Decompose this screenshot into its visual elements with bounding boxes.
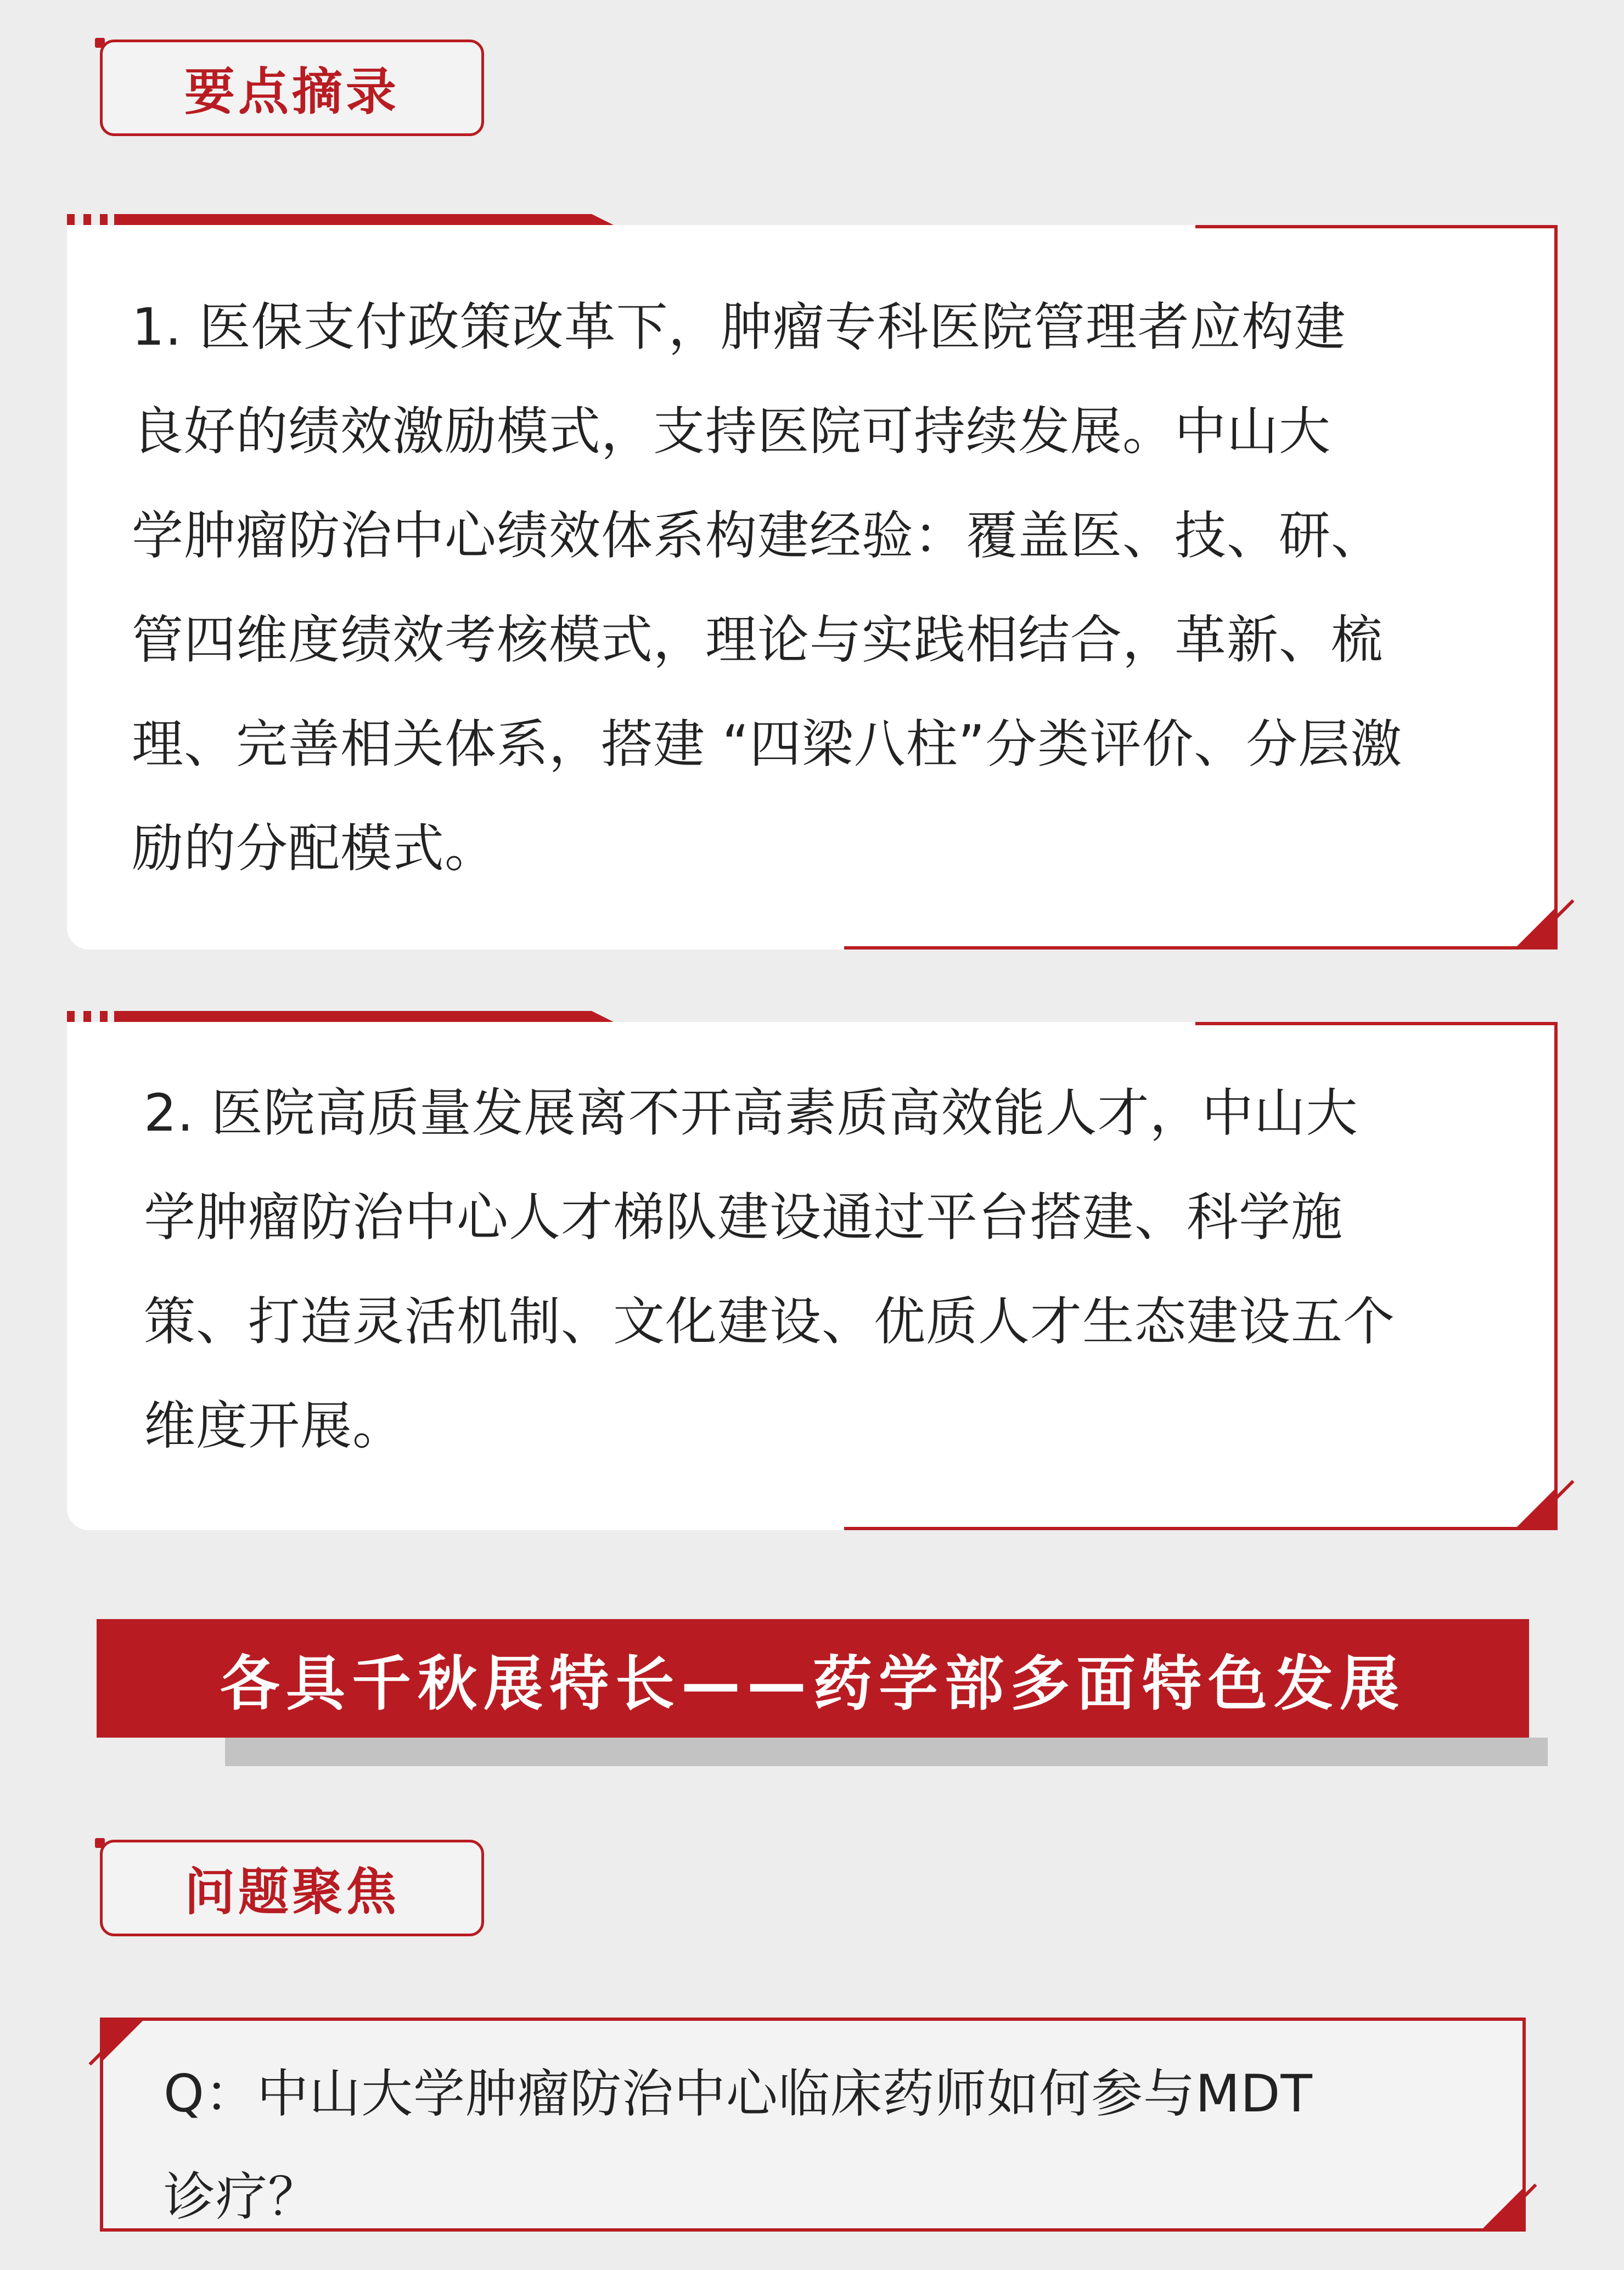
- question-text: [164, 2043, 1503, 2249]
- section-tag-question-focus: [100, 1840, 484, 1936]
- banner-title: 各具千秋展特长——药学部多面特色发展: [220, 1649, 1406, 1718]
- card-frame-top: [1195, 1022, 1558, 1025]
- card-corner-decoration: [1514, 1486, 1558, 1530]
- card-2-text: [144, 1061, 1395, 1479]
- text-line: 学肿瘤防治中心人才梯队建设通过平台搭建、科学施: [144, 1188, 1344, 1248]
- text-line: 管四维度绩效考核模式，理论与实践相结合，革新、梳: [132, 610, 1384, 670]
- card-1-text: [132, 276, 1402, 901]
- card-frame-bottom: [844, 946, 1558, 949]
- text-line: 维度开展。: [144, 1396, 405, 1456]
- card-tick-decoration: [100, 214, 108, 225]
- key-point-card-2: [67, 1022, 1558, 1530]
- card-tick-decoration: [100, 1011, 108, 1022]
- card-corner-decoration: [1514, 906, 1558, 949]
- text-line: 1. 医保支付政策改革下，肿瘤专科医院管理者应构建: [132, 297, 1346, 357]
- section-tag-label: 要点摘录: [184, 63, 400, 121]
- banner-shadow: [225, 1738, 1548, 1766]
- text-line: 学肿瘤防治中心绩效体系构建经验：覆盖医、技、研、: [132, 506, 1384, 566]
- card-tick-decoration: [83, 1011, 91, 1022]
- card-frame-bottom: [844, 1527, 1558, 1530]
- section-banner: [97, 1619, 1529, 1738]
- text-line: 理、完善相关体系，搭建 “四梁八柱”分类评价、分层激: [132, 715, 1403, 774]
- section-tag-key-points: [100, 40, 484, 136]
- text-line: Q：中山大学肿瘤防治中心临床药师如何参与MDT: [164, 2064, 1313, 2124]
- text-line: 良好的绩效激励模式，支持医院可持续发展。中山大: [132, 402, 1331, 462]
- card-tick-decoration: [67, 214, 75, 225]
- card-frame-right: [1543, 1022, 1558, 1530]
- text-line: 策、打造灵活机制、文化建设、优质人才生态建设五个: [144, 1292, 1396, 1352]
- text-line: 诊疗？: [164, 2167, 321, 2227]
- card-frame-top: [1195, 225, 1558, 228]
- card-frame-right: [1543, 225, 1558, 949]
- card-tick-decoration: [67, 1011, 75, 1022]
- card-tick-decoration: [83, 214, 91, 225]
- section-tag-label: 问题聚焦: [184, 1863, 400, 1921]
- text-line: 励的分配模式。: [132, 819, 497, 879]
- text-line: 2. 医院高质量发展离不开高素质高效能人才，中山大: [144, 1083, 1358, 1143]
- card-top-bar: [114, 214, 592, 225]
- qbox-corner-top-left: [100, 2018, 146, 2064]
- question-box: [100, 2018, 1526, 2232]
- key-point-card-1: [67, 225, 1558, 949]
- card-top-bar: [114, 1011, 592, 1022]
